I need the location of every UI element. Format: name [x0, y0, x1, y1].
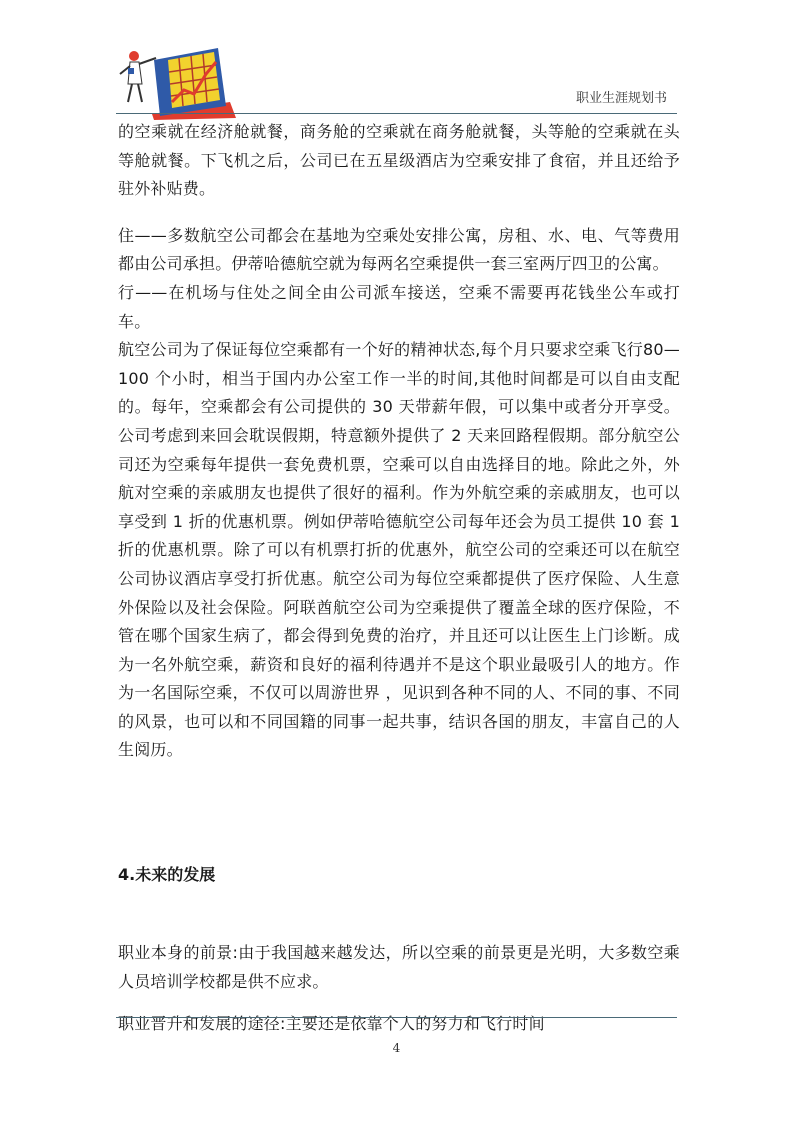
- paragraph-career-prospect: 职业本身的前景:由于我国越来越发达，所以空乘的前景更是光明，大多数空乘人员培训学校都是供不应求。: [118, 943, 680, 991]
- paragraph-dining: 的空乘就在经济舱就餐，商务舱的空乘就在商务舱就餐，头等舱的空乘就在头等舱就餐。下飞机之后，公司已在五星级酒店为空乘安排了食宿，并且还给予驻外补贴费。: [118, 122, 680, 199]
- paragraph-transport: 行——在机场与住处之间全由公司派车接送，空乘不需要再花钱坐公车或打车。: [118, 282, 680, 331]
- presenter-chart-logo: [112, 40, 236, 120]
- section-heading-future: 4.未来的发展: [118, 865, 216, 885]
- page-number: 4: [392, 1041, 401, 1055]
- paragraph-career-path: 职业晋升和发展的途径:主要还是依靠个人的努力和飞行时间: [118, 1014, 545, 1034]
- paragraph-housing: 住——多数航空公司都会在基地为空乘处安排公寓，房租、水、电、气等费用都由公司承担。伊蒂哈德航空就为每两名空乘提供一套三室两厅四卫的公寓。: [118, 225, 680, 274]
- footer-rule: [116, 1017, 677, 1018]
- document-body: [118, 114, 680, 1039]
- logo-presenter-figure: [120, 51, 156, 102]
- header-title: 职业生涯规划书: [575, 91, 667, 106]
- paragraph-benefits: 航空公司为了保证每位空乘都有一个好的精神状态,每个月只要求空乘飞行80—100 个小时，相当于国内办公室工作一半的时间,其他时间都是可以自由支配的。每年，空乘都会有公司提供的 30 天带薪年假，可以集中或者分开享受。公司考虑到来回会耽误假期，特意额外提供了 2 天来回路程假期。部分航空公司还为空乘每年提供一套免费机票，空乘可以自由选择目的地。除此之外，外航对空乘的亲戚朋友也提供了很好的福利。作为外航空乘的亲戚朋友，也可以享受到 1 折的优惠机票。例如伊蒂哈德航空公司每年还会为员工提供 10 套 1 折的优惠机票。除了可以有机票打折的优惠外，航空公司的空乘还可以在航空公司协议酒店享受打折优惠。航空公司为每位空乘都提供了医疗保险、人生意外保险以及社会保险。阿联酋航空公司为空乘提供了覆盖全球的医疗保险，不管在哪个国家生病了，都会得到免费的治疗，并且还可以让医生上门诊断。成为一名外航空乘，薪资和良好的福利待遇并不是这个职业最吸引人的地方。作为一名国际空乘，不仅可以周游世界 ，见识到各种不同的人、不同的事、不同的风景，也可以和不同国籍的同事一起共事，结识各国的朋友，丰富自己的人生阅历。: [118, 340, 680, 760]
